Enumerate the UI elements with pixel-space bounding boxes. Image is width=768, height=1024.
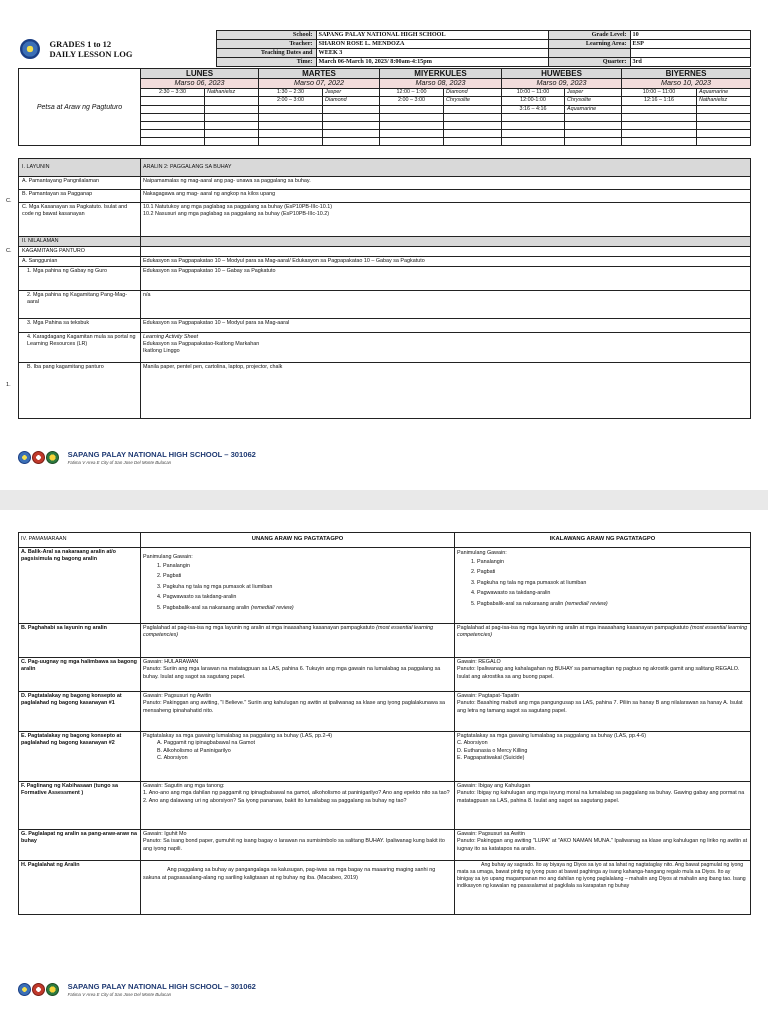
activity-body: Panuto: Ipaliwanag ang kahalagahan ng BUHAY sa pamamagitan ng pagbuo ng akrostik gamit ang salitang REGALO. Isulat ang akrostika sa ang buong papel.	[457, 666, 740, 680]
empty-cell	[141, 247, 751, 257]
row-label: A. Pamantayang Pangnilalaman	[19, 177, 141, 190]
step-list	[477, 559, 748, 609]
grade-value: 10	[630, 31, 750, 40]
time-slot: 12:00-1:00	[502, 97, 565, 106]
text: Paglalahad at pag-isa-isa ng mga layunin ng aralin at mga inaasahang kasanayan pampagkatuto	[457, 624, 689, 631]
row-label: C. Mga Kasanayan sa Pagkatuto. Isulat and code ng bawat kasanayan	[19, 203, 141, 237]
time-value: March 06-March 10, 2023/ 8:00am-4:15pm	[316, 58, 548, 67]
row-value: Manila paper, pentel pen, cartolina, laptop, projector, chalk	[141, 363, 751, 419]
section-name	[205, 105, 259, 114]
activity-body: Panuto: Basahing mabuti ang mga pangungusap sa LAS, pahina 7. Piliin sa hanay B ang nilalarawan sa hanay A. Isulat ang letra ng tamang sagot sa sagutang papel.	[457, 700, 743, 714]
list-item: 4. Pagwawasto sa takdang-aralin	[477, 590, 748, 598]
paglalahat-day1	[141, 861, 455, 915]
activity-title: Gawain: Pagsusuri sa Awitin	[457, 830, 525, 837]
paglalahat-day2	[455, 861, 751, 915]
dll-title	[50, 39, 133, 59]
row-value: Edukasyon sa Pagpapakatao 10 – Gabay sa Pagkatuto	[141, 267, 751, 291]
text: Paglalahad at pag-isa-isa ng mga layunin ng aralin at mga inaasahang kasanayan pampagkatuto	[143, 624, 375, 631]
day-date: Marso 09, 2023	[502, 79, 622, 89]
time-slot	[622, 105, 697, 114]
grade-label: Grade Level:	[548, 31, 630, 40]
lr-item-2: Edukasyon sa Pagpapakatao-Ikatlong Markahan	[143, 340, 260, 347]
school-seals	[18, 983, 60, 996]
day-date: Marso 07, 2022	[259, 79, 380, 89]
footer-text	[68, 982, 256, 997]
lr-item-3: Ikatlong Linggo	[143, 348, 180, 355]
time-slot: 3:16 – 4:16	[502, 105, 565, 114]
activity-title: Gawain: Pagtapat-Tapatin	[457, 692, 520, 699]
paglinang-day2	[455, 782, 751, 830]
paghahabi-day2	[455, 624, 751, 658]
deped-seal-icon	[18, 451, 31, 464]
header-table	[18, 30, 751, 67]
pagtatalakay1-day1	[141, 692, 455, 732]
area-value: ESP	[630, 40, 750, 49]
teacher-value: SHARON ROSE L. MENDOZA	[316, 40, 548, 49]
row-value: n/a	[141, 291, 751, 319]
list-item: E. Pagpapatiwakal (Suicide)	[457, 755, 525, 761]
activity-title: Gawain: Ibigay ang Kahulugan	[457, 782, 531, 789]
activity-body: Panuto: Pakinggan ang awiting, "I Believe." Suriin ang kahulugan ng awitin at ipaliwanag sa klase ang iyong paglalakunawa sa mensaheng ipinahahatid nito.	[143, 700, 446, 714]
activity-body: 2. Ano ang dalawang uri ng aborsiyon? Sa iyong pananaw, bakit ito lumalabag sa paggalang sa buhay ng tao?	[143, 797, 407, 804]
school-seals	[18, 451, 60, 464]
pagtatalakay2-day2	[455, 732, 751, 782]
division-seal-icon	[32, 983, 45, 996]
footer-text	[68, 450, 256, 465]
activity-title: Gawain: HULARAWAN	[143, 658, 199, 665]
area-label: Learning Area:	[548, 40, 630, 49]
section-name	[205, 97, 259, 106]
time-slot: 2:00 – 3:00	[259, 97, 323, 106]
row-value	[141, 203, 751, 237]
row-label: A. Balik-Aral sa nakaraang aralin at/o pagsisimula ng bagong aralin	[19, 548, 141, 624]
row-label: B. Iba pang kagamitang panturo	[19, 363, 141, 419]
row-label: D. Pagtatalakay ng bagong konsepto at paglalahad ng bagong kasanayan #1	[19, 692, 141, 732]
row-label: A. Sanggunian	[19, 257, 141, 267]
section-name: Aquamarine	[697, 88, 751, 97]
paglalapat-day1	[141, 830, 455, 861]
footer-school-name: SAPANG PALAY NATIONAL HIGH SCHOOL – 301062	[67, 450, 256, 459]
row-value: Edukasyon sa Pagpapakatao 10 – Modyul para sa Mag-aaral	[141, 319, 751, 333]
time-slot	[259, 105, 323, 114]
list-item: 2. Pagbati	[477, 569, 748, 577]
section-name: Nathanielsz	[205, 88, 259, 97]
footer-address: Fatima V Area E City of San Jose Del Monte Bulacan	[67, 460, 172, 465]
activity-body: 1. Ano-ano ang mga dahilan ng paggamit ng ipinagbabawal na gamot, alkoholismo at paninigarilyo? Ano ang epekto nito sa tao?	[143, 790, 450, 796]
activity-title: Pagtatalakay sa mga gawaing lumalabag sa paggalang sa buhay (LAS, pp.4-6)	[457, 732, 647, 739]
step-text: Pagbabalik-aral sa nakaraang aralin	[477, 600, 564, 607]
pag-uugnay-day2	[455, 658, 751, 692]
paglalahat-text: Ang paggalang sa buhay ay pangangalaga sa kalusugan, pag-iwas sa mga bagay na maaaring maging sanhi ng sakuna at pagsasaalang-alang ng sariling kaligtasan at ng buhay ng iba. (Macabeo, 2019)	[143, 867, 436, 881]
step-note: (remedial/ review)	[250, 604, 294, 611]
deped-seal-icon	[20, 39, 40, 59]
teaching-dates-value: WEEK 3	[316, 49, 548, 58]
footer-school-name: SAPANG PALAY NATIONAL HIGH SCHOOL – 301062	[67, 982, 256, 991]
section-pamamaraan: IV. PAMAMARAAN	[19, 533, 141, 548]
row-label: B. Pamantayan sa Pagganap	[19, 190, 141, 203]
empty-cell	[630, 49, 750, 58]
list-item: D. Euthanasia o Mercy Killing	[457, 747, 528, 754]
time-slot: 2:00 – 3:00	[380, 97, 444, 106]
list-item: 4. Pagwawasto sa takdang-aralin	[163, 594, 452, 602]
day-name: LUNES	[141, 69, 259, 79]
row-label: E. Pagtatalakay ng bagong konsepto at paglalahad ng bagong kasanayan #2	[19, 732, 141, 782]
time-label: Time:	[216, 58, 316, 67]
paglalahat-text: Ang buhay ay sagrado. Ito ay biyaya ng Diyos sa iyo at sa lahat ng nagtataglay nito. Ang bawat pagmulat ng iyong mata sa umaga, bawat pintig ng iyong puso at bawat paghinga ay isang kahanga-hangang regalo mula sa Diyos. Ito ay binigay sa iyo upang magampanan mo ang dahilan ng iyong paglalalang – mahalin ang Diyos at mahalin ang ibang tao. Isang indikasyon ng kawalan ng pasasalamat at pagkilala sa karapatan ng buhay	[457, 861, 746, 890]
time-slot	[380, 105, 444, 114]
section-name: Chrysolite	[444, 97, 502, 106]
row-label: G. Paglalapat ng aralin sa pang-araw-araw na buhay	[19, 830, 141, 861]
section-name	[444, 105, 502, 114]
day2-header: IKALAWANG ARAW NG PAGTATAGPO	[455, 533, 751, 548]
row-value: Edukasyon sa Pagpapakatao 10 – Modyul para sa Mag-aaral/ Edukasyon sa Pagpapakatao 10 – Gabay sa Pagkatuto	[141, 257, 751, 267]
activity-title: Gawain: REGALO	[457, 658, 501, 665]
page-separator	[0, 490, 768, 510]
pagtatalakay1-day2	[455, 692, 751, 732]
section-name	[697, 105, 751, 114]
competency-2: 10.2 Nasusuri ang mga paglabag sa paggalang sa buhay (EsP10PB-IIIc-10.2)	[143, 210, 330, 217]
time-slot: 10:00 – 11:00	[502, 88, 565, 97]
list-item: 2. Pagbati	[163, 573, 452, 581]
school-footer	[18, 450, 256, 476]
row-label: H. Paglalahat ng Aralin	[19, 861, 141, 915]
list-item: 1. Panalangin	[163, 563, 452, 571]
teacher-label: Teacher:	[216, 40, 316, 49]
margin-mark: C.	[6, 248, 12, 254]
school-label: School:	[216, 31, 316, 40]
deped-seal-icon	[18, 983, 31, 996]
paglalapat-day2	[455, 830, 751, 861]
quarter-value: 3rd	[630, 58, 750, 67]
section-name: Jasper	[323, 88, 380, 97]
step-text: Pagbabalik-aral sa nakaraang aralin	[163, 604, 250, 611]
day1-header: UNANG ARAW NG PAGTATAGPO	[141, 533, 455, 548]
school-value: SAPANG PALAY NATIONAL HIGH SCHOOL	[316, 31, 548, 40]
list-item	[163, 605, 452, 613]
section-name: Diamond	[444, 88, 502, 97]
schedule-table	[18, 68, 751, 146]
quarter-label: Quarter:	[548, 58, 630, 67]
day-name: MARTES	[259, 69, 380, 79]
section-name	[323, 105, 380, 114]
section-name: Nathanielsz	[697, 97, 751, 106]
text-note: (most essential learning competencies)	[143, 624, 434, 638]
list-item: B. Alkoholismo at Paninigarilyo	[157, 747, 231, 754]
footer-address: Fatima V Area E City of San Jose Del Monte Bulacan	[67, 992, 172, 997]
activity-title: Gawain: Pagsusuri ng Awitin	[143, 692, 212, 699]
panimula-label: Panimulang Gawain:	[457, 550, 507, 556]
activity-body: Panuto: Suriin ang mga larawan na matatagpuan sa LAS, pahina 6. Tukuyin ang mga gawain na lumalabag sa paggalang sa buhay. Isulat ang sagot sa sagutang papel.	[143, 666, 441, 680]
step-note: (remedial/ review)	[564, 600, 608, 607]
time-slot: 10:00 – 11:00	[622, 88, 697, 97]
step-list	[163, 563, 452, 613]
activity-title: Gawain: Sagutin ang mga tanong:	[143, 782, 225, 789]
header-logo-cell	[18, 31, 216, 67]
section-name: Chrysolite	[565, 97, 622, 106]
time-slot: 12:16 – 1:16	[622, 97, 697, 106]
division-seal-icon	[32, 451, 45, 464]
section-nilalaman: II. NILALAMAN	[19, 237, 141, 247]
row-value	[141, 333, 751, 363]
section-name: Jasper	[565, 88, 622, 97]
list-item: 3. Pagkuha ng tala ng mga pumasok at liumiban	[477, 580, 748, 588]
list-item: 3. Pagkuha ng tala ng mga pumasok at liumiban	[163, 584, 452, 592]
margin-mark: 1.	[6, 382, 11, 388]
row-label: C. Pag-uugnay ng mga halimbawa sa bagong aralin	[19, 658, 141, 692]
objectives-table	[18, 158, 751, 419]
lr-item-1: Learning Activity Sheet	[143, 333, 198, 340]
teaching-dates-label: Teaching Dates and	[216, 49, 316, 58]
kagamitang-label: KAGAMITANG PANTURO	[19, 247, 141, 257]
pagtatalakay2-day1	[141, 732, 455, 782]
empty-cell	[548, 49, 630, 58]
empty-cell	[141, 237, 751, 247]
section-name: Aquamarine	[565, 105, 622, 114]
day-name: BIYERNES	[622, 69, 751, 79]
day-date: Marso 06, 2023	[141, 79, 259, 89]
day-date: Marso 08, 2023	[380, 79, 502, 89]
procedure-table	[18, 532, 751, 915]
row-label: 4. Karagdagang Kagamitan mula sa portal ng Learning Resources (LR)	[19, 333, 141, 363]
row-value: Naipamamalas ng mag-aaral ang pag- unawa sa paggalang sa buhay.	[141, 177, 751, 190]
section-layunin: I. LAYUNIN	[19, 159, 141, 177]
paglinang-day1	[141, 782, 455, 830]
time-slot	[141, 105, 205, 114]
activity-body: Panuto: Ibigay ng kahulugan ang mga isyung moral na lumalabag sa paggalang sa buhay. Gawing gabay ang pormat na matatagpuan sa LAS, pahina 8. Isulat ang sagot sa sagutang papel.	[457, 790, 745, 804]
paghahabi-day1	[141, 624, 455, 658]
competency-1: 10.1 Natutukoy ang mga paglabag sa paggalang sa buhay (EsP10PB-IIIc-10.1)	[143, 203, 333, 210]
page-one	[0, 0, 768, 490]
row-label: 2. Mga pahina ng Kagamitang Pang-Mag-aaral	[19, 291, 141, 319]
row-label: 3. Mga Pahina sa teksbuk	[19, 319, 141, 333]
aralin-title: ARALIN 2: PAGGALANG SA BUHAY	[141, 159, 751, 177]
time-slot: 1:30 – 2:30	[259, 88, 323, 97]
list-item	[477, 601, 748, 609]
school-seal-icon	[46, 451, 59, 464]
time-slot: 2:30 – 3:30	[141, 88, 205, 97]
text-note: (most essential learning competencies)	[457, 624, 748, 638]
balik-aral-day2	[455, 548, 751, 624]
time-slot: 12:00 – 1:00	[380, 88, 444, 97]
dll-title-line1: GRADES 1 to 12	[49, 38, 112, 49]
row-label: B. Paghahabi sa layunin ng aralin	[19, 624, 141, 658]
list-item: A. Paggamit ng ipinagbabawal na Gamot	[157, 740, 255, 746]
day-date: Marso 10, 2023	[622, 79, 751, 89]
pag-uugnay-day1	[141, 658, 455, 692]
day-name: HUWEBES	[502, 69, 622, 79]
day-name: MIYERKULES	[380, 69, 502, 79]
school-footer	[18, 982, 256, 1008]
activity-body: Panuto: Pakinggan ang awiting "LUPA" at "AKO NAMAN MUNA." Ipaliwanag sa klase ang kahulugan ng liriko ng awitin at iugnay ito sa katatapos na aralin.	[457, 838, 748, 852]
school-seal-icon	[46, 983, 59, 996]
panimula-label: Panimulang Gawain:	[143, 554, 193, 560]
balik-aral-day1	[141, 548, 455, 624]
activity-body: Panuto: Sa isang bond paper, gumuhit ng isang bagay o larawan na sumisimbolo sa salitang BUHAY. Ipaliwanag kung bakit ito ang iyong napili.	[143, 838, 445, 852]
dll-title-line2: DAILY LESSON LOG	[49, 48, 133, 59]
petsa-label: Petsa at Araw ng Pagtuturo	[19, 69, 141, 146]
list-item: 1. Panalangin	[477, 559, 748, 567]
activity-title: Pagtatalakay sa mga gawaing lumalabag sa paggalang sa buhay (LAS, pp.2-4)	[143, 732, 333, 739]
row-label: F. Paglinang ng Kabihasaan (tungo sa Formative Assessment )	[19, 782, 141, 830]
activity-title: Gawain: Iguhit Mo	[143, 830, 187, 837]
margin-mark: C.	[6, 198, 12, 204]
list-item: C. Aborsiyon	[457, 740, 488, 746]
row-label: 1. Mga pahina ng Gabay ng Guro	[19, 267, 141, 291]
row-value: Nakagagawa ang mag- aaral ng angkop na kilos upang	[141, 190, 751, 203]
list-item: C. Aborsiyon	[157, 755, 188, 761]
time-slot	[141, 97, 205, 106]
section-name: Diamond	[323, 97, 380, 106]
